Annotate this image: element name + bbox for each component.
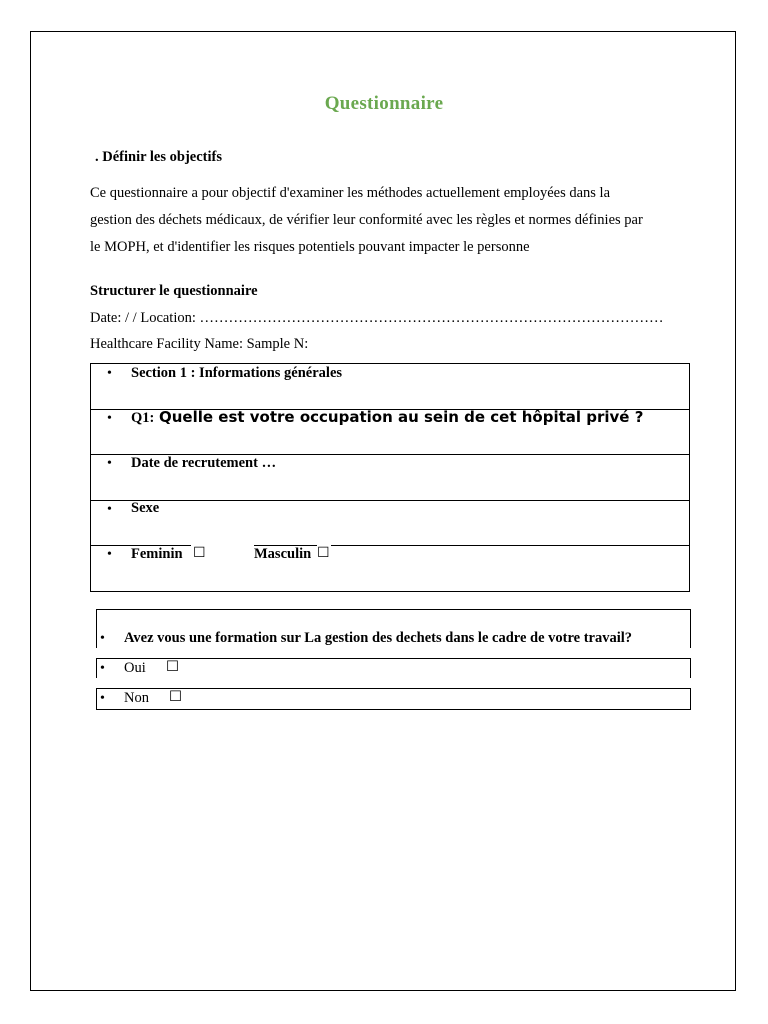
yes-checkbox[interactable]: ☐ xyxy=(166,659,179,675)
table-row xyxy=(91,500,689,545)
bullet: • xyxy=(107,366,112,381)
objective-paragraph xyxy=(90,180,680,261)
q1-prefix: Q1: xyxy=(131,410,155,426)
female-label: Feminin xyxy=(131,546,183,562)
table-row xyxy=(91,454,689,499)
male-label: Masculin xyxy=(254,546,312,562)
no-checkbox[interactable]: ☐ xyxy=(169,689,182,705)
recruitment-date-label: Date de recrutement … xyxy=(131,455,277,471)
bullet: • xyxy=(107,411,112,426)
document-title: Questionnaire xyxy=(324,93,444,114)
table-row xyxy=(91,545,689,590)
paragraph-line: le MOPH, et d'identifier les risques potentiels pouvant impacter le personne xyxy=(90,239,530,255)
female-checkbox[interactable]: ☐ xyxy=(193,545,206,561)
date-location-line: Date: / / Location: …………………………………………………………………………………… xyxy=(90,310,664,326)
bullet: • xyxy=(107,502,112,517)
male-checkbox[interactable]: ☐ xyxy=(317,545,330,561)
section-heading-objectives: . Définir les objectifs xyxy=(95,149,222,165)
yes-option-cell xyxy=(96,658,691,678)
structure-heading: Structurer le questionnaire xyxy=(90,283,258,299)
section1-label: Section 1 : Informations générales xyxy=(131,365,343,381)
yes-label: Oui xyxy=(124,660,146,676)
bullet: • xyxy=(100,631,105,646)
bullet: • xyxy=(100,691,105,706)
no-option-cell xyxy=(96,688,691,710)
q1-question: Quelle est votre occupation au sein de cet hôpital privé ? xyxy=(159,408,644,426)
sex-label: Sexe xyxy=(131,500,160,516)
bullet: • xyxy=(100,661,105,676)
no-label: Non xyxy=(124,690,149,706)
table-row xyxy=(91,364,689,409)
bullet: • xyxy=(107,456,112,471)
paragraph-line: Ce questionnaire a pour objectif d'examiner les méthodes actuellement employées dans la xyxy=(90,185,611,201)
facility-line: Healthcare Facility Name: Sample N: xyxy=(90,336,309,352)
paragraph-line: gestion des déchets médicaux, de vérifier leur conformité avec les règles et normes définies par xyxy=(90,212,643,228)
general-info-table xyxy=(90,363,690,592)
table-row xyxy=(91,409,689,454)
training-question: Avez vous une formation sur La gestion des dechets dans le cadre de votre travail? xyxy=(124,630,633,646)
bullet: • xyxy=(107,547,112,562)
